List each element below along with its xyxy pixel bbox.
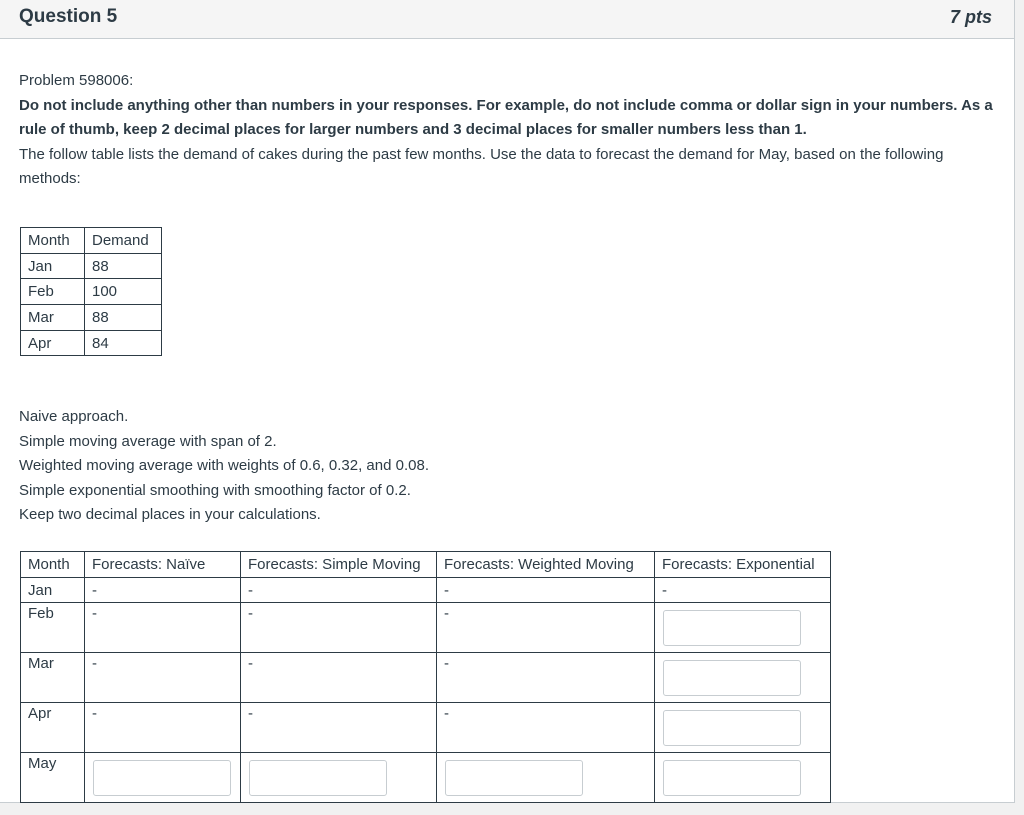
input-cell [655,703,831,753]
table-row-may [21,753,831,803]
month-cell: May [21,753,85,803]
demand-cell: 84 [85,330,162,356]
method-item: Simple moving average with span of 2. [19,432,277,450]
month-cell: Mar [21,653,85,703]
input-cell [655,603,831,653]
table-header-row [21,228,162,254]
table-row-mar [21,653,831,703]
table-row [21,305,162,331]
question-title: Question 5 [19,6,118,27]
month-cell: Mar [21,305,85,331]
table-row [21,279,162,305]
dash-cell: - [241,603,437,653]
problem-id: Problem 598006: [19,72,134,89]
method-item: Simple exponential smoothing with smoothing factor of 0.2. [19,481,411,499]
column-header-exponential: Forecasts: Exponential [655,552,831,578]
column-header-month: Month [21,228,85,254]
month-cell: Feb [21,279,85,305]
exponential-mar-input[interactable] [663,660,801,696]
table-row-apr [21,703,831,753]
dash-cell: - [437,653,655,703]
table-row-feb [21,603,831,653]
column-header-naive: Forecasts: Naïve [85,552,241,578]
weighted-moving-may-input[interactable] [445,760,583,796]
table-row [21,253,162,279]
input-cell [655,653,831,703]
demand-table [20,227,162,356]
column-header-month: Month [21,552,85,578]
table-row [21,330,162,356]
column-header-simple-moving: Forecasts: Simple Moving [241,552,437,578]
methods-list [19,405,429,528]
question-text [19,69,994,192]
question-header [0,0,1014,39]
dash-cell: - [85,578,241,603]
input-cell [85,753,241,803]
dash-cell: - [85,703,241,753]
dash-cell: - [437,578,655,603]
column-header-demand: Demand [85,228,162,254]
month-cell: Jan [21,253,85,279]
dash-cell: - [85,653,241,703]
exponential-apr-input[interactable] [663,710,801,746]
month-cell: Jan [21,578,85,603]
month-cell: Feb [21,603,85,653]
forecast-table [20,551,831,803]
description: The follow table lists the demand of cakes during the past few months. Use the data to forecast the demand for May, based on the following methods: [19,145,944,187]
simple-moving-may-input[interactable] [249,760,387,796]
input-cell [655,753,831,803]
dash-cell: - [655,578,831,603]
dash-cell: - [437,703,655,753]
demand-cell: 88 [85,305,162,331]
question-points: 7 pts [949,7,992,27]
column-header-weighted-moving: Forecasts: Weighted Moving [437,552,655,578]
dash-cell: - [241,653,437,703]
demand-cell: 100 [85,279,162,305]
table-header-row [21,552,831,578]
dash-cell: - [437,603,655,653]
input-cell [437,753,655,803]
instructions: Do not include anything other than numbers in your responses. For example, do not include comma or dollar sign in your numbers. As a rule of thumb, keep 2 decimal places for larger numbers and 3 decimal places for smaller numbers less than 1. [19,96,993,138]
input-cell [241,753,437,803]
exponential-may-input[interactable] [663,760,801,796]
dash-cell: - [85,603,241,653]
method-item: Weighted moving average with weights of 0.6, 0.32, and 0.08. [19,457,429,474]
method-item: Naive approach. [19,408,129,425]
naive-may-input[interactable] [93,760,231,796]
table-row-jan [21,578,831,603]
exponential-feb-input[interactable] [663,610,801,646]
demand-cell: 88 [85,253,162,279]
month-cell: Apr [21,330,85,356]
month-cell: Apr [21,703,85,753]
dash-cell: - [241,578,437,603]
method-item: Keep two decimal places in your calculations. [19,506,321,523]
dash-cell: - [241,703,437,753]
